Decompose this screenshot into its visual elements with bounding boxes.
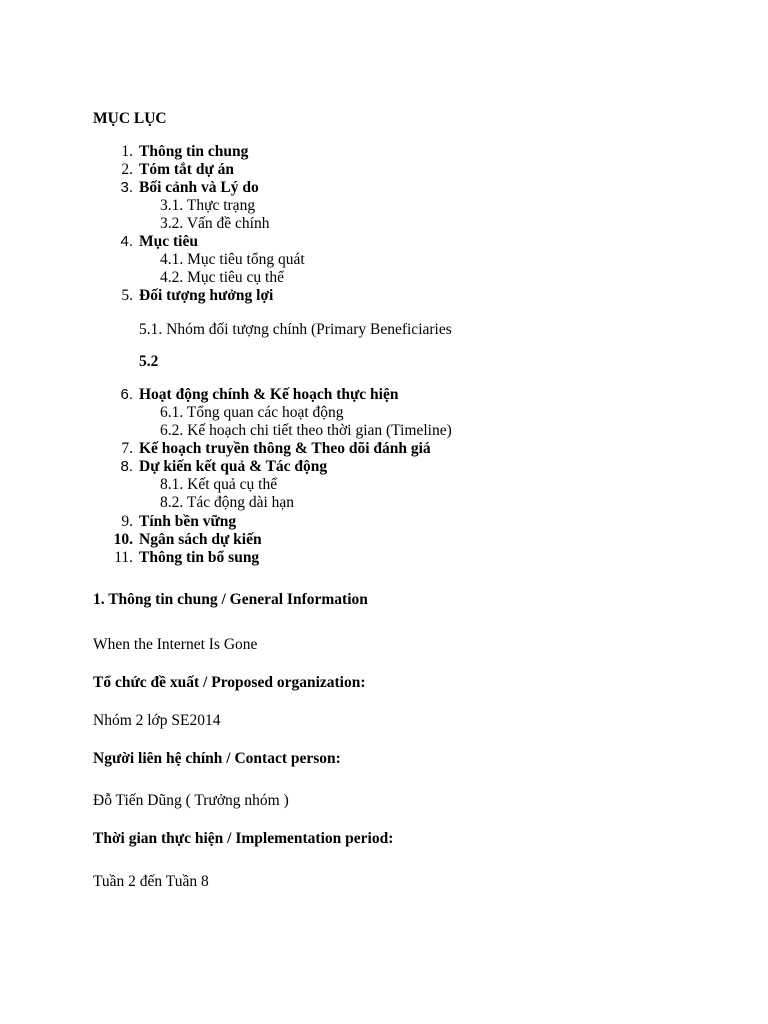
- org-label: Tổ chức đề xuất / Proposed organization:: [93, 674, 366, 691]
- contact-value: Đỗ Tiến Dũng ( Trưởng nhóm ): [93, 792, 289, 809]
- toc-paragraph: 5.1. Nhóm đối tượng chính (Primary Beneficiaries: [139, 321, 452, 338]
- toc-title: MỤC LỤC: [93, 110, 167, 127]
- toc-subitem: 6.1. Tổng quan các hoạt động: [160, 404, 344, 421]
- toc-item-label: Dự kiến kết quả & Tác động: [139, 458, 328, 475]
- period-label: Thời gian thực hiện / Implementation period:: [93, 830, 394, 847]
- period-value: Tuần 2 đến Tuần 8: [93, 873, 209, 890]
- section-heading: 1. Thông tin chung / General Information: [93, 591, 368, 608]
- contact-label: Người liên hệ chính / Contact person:: [93, 750, 341, 767]
- toc-item-number: 6.: [120, 386, 133, 403]
- toc-subitem: 3.1. Thực trạng: [160, 197, 256, 214]
- toc-item-label: Tính bền vững: [139, 513, 237, 530]
- toc-paragraph: 5.2: [139, 353, 159, 370]
- toc-item-label: Đối tượng hưởng lợi: [139, 287, 274, 304]
- toc-subitem: 8.1. Kết quả cụ thể: [160, 476, 278, 493]
- toc-subitem: 4.2. Mục tiêu cụ thể: [160, 269, 284, 286]
- toc-subitem: 4.1. Mục tiêu tổng quát: [160, 251, 305, 268]
- toc-item-number: 1.: [121, 143, 133, 160]
- toc-item-number: 4.: [120, 233, 133, 250]
- toc-item-number: 7.: [121, 440, 133, 457]
- toc-item-number: 3.: [120, 179, 133, 196]
- toc-item-label: Ngân sách dự kiến: [139, 531, 262, 548]
- toc-item-label: Tóm tắt dự án: [139, 161, 234, 178]
- toc-item-number: 2.: [121, 161, 133, 178]
- toc-item-number: 10.: [113, 531, 133, 548]
- toc-subitem: 6.2. Kế hoạch chi tiết theo thời gian (Timeline): [160, 422, 452, 439]
- toc-item-label: Thông tin chung: [139, 143, 249, 160]
- toc-subitem: 3.2. Vấn đề chính: [160, 215, 270, 232]
- toc-item-label: Bối cảnh và Lý do: [139, 179, 259, 196]
- toc-item-number: 9.: [121, 513, 133, 530]
- toc-item-label: Hoạt động chính & Kế hoạch thực hiện: [139, 386, 399, 403]
- toc-item-label: Mục tiêu: [139, 233, 198, 250]
- org-value: Nhóm 2 lớp SE2014: [93, 712, 221, 729]
- toc-item-label: Thông tin bổ sung: [139, 549, 260, 566]
- toc-item-label: Kế hoạch truyền thông & Theo dõi đánh giá: [139, 440, 431, 457]
- project-name: When the Internet Is Gone: [93, 636, 258, 653]
- toc-item-number: 8.: [120, 458, 133, 475]
- toc-item-number: 5.: [121, 287, 133, 304]
- toc-subitem: 8.2. Tác động dài hạn: [160, 494, 295, 511]
- toc-item-number: 11.: [114, 549, 133, 566]
